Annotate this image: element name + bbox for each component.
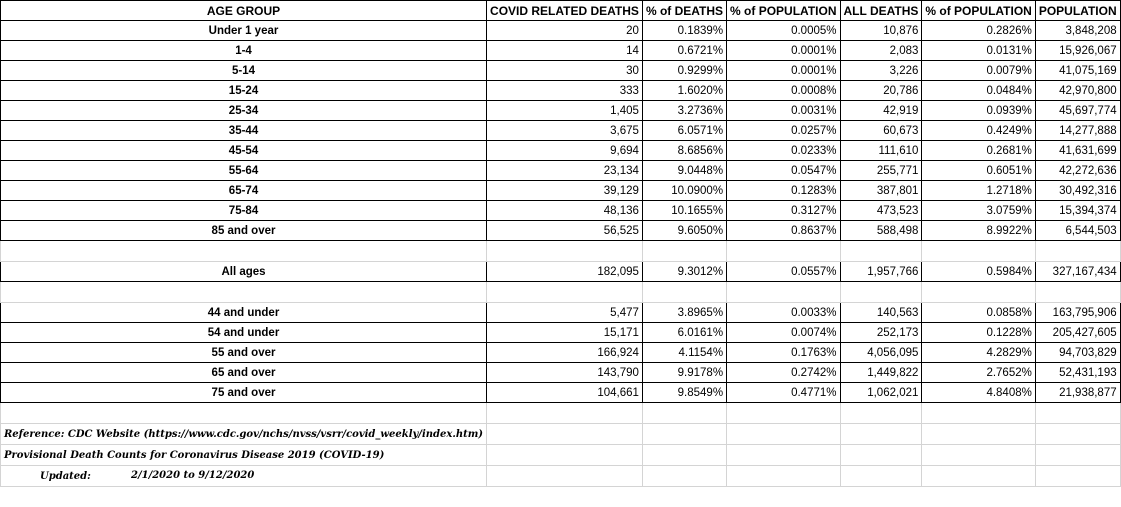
pct-deaths-cell[interactable]: 0.9299% [642,61,726,81]
population-cell[interactable]: 14,277,888 [1035,121,1120,141]
pct-deaths-cell[interactable]: 0.1839% [642,21,726,41]
pct-population-cell[interactable]: 0.4771% [727,383,840,403]
age-group-cell[interactable]: 85 and over [1,221,487,241]
empty-cell[interactable] [922,403,1035,424]
empty-cell[interactable] [1035,445,1120,466]
all-deaths-cell[interactable]: 111,610 [840,141,922,161]
header-all-deaths[interactable]: ALL DEATHS [840,1,922,21]
population-cell[interactable]: 42,272,636 [1035,161,1120,181]
table-row [1,343,1121,363]
covid-deaths-cell[interactable]: 23,134 [487,161,643,181]
pct-population-cell[interactable]: 0.1283% [727,181,840,201]
population-cell[interactable]: 15,394,374 [1035,201,1120,221]
age-group-cell[interactable]: 5-14 [1,61,487,81]
pct-population-cell[interactable]: 0.0008% [727,81,840,101]
covid-deaths-cell[interactable]: 333 [487,81,643,101]
covid-deaths-cell[interactable]: 48,136 [487,201,643,221]
pct-deaths-cell[interactable]: 9.0448% [642,161,726,181]
pct-population-all-cell[interactable]: 0.0858% [922,303,1035,323]
population-cell[interactable]: 15,926,067 [1035,41,1120,61]
pct-deaths-cell[interactable]: 9.9178% [642,363,726,383]
empty-cell[interactable] [840,282,922,303]
blank-row-notes [1,403,1121,424]
empty-cell[interactable] [642,282,726,303]
table-row [1,201,1121,221]
all-deaths-cell[interactable]: 10,876 [840,21,922,41]
pct-population-all-cell[interactable]: 2.7652% [922,363,1035,383]
population-cell[interactable]: 45,697,774 [1035,101,1120,121]
population-cell[interactable]: 52,431,193 [1035,363,1120,383]
pct-deaths-cell[interactable]: 6.0161% [642,323,726,343]
pct-population-all-cell[interactable]: 0.0939% [922,101,1035,121]
population-cell[interactable]: 163,795,906 [1035,303,1120,323]
all-deaths-cell[interactable]: 1,449,822 [840,363,922,383]
population-cell[interactable]: 42,970,800 [1035,81,1120,101]
empty-cell[interactable] [642,241,726,262]
pct-deaths-cell[interactable]: 0.6721% [642,41,726,61]
covid-deaths-cell[interactable]: 39,129 [487,181,643,201]
all-deaths-cell[interactable]: 387,801 [840,181,922,201]
covid-deaths-cell[interactable]: 143,790 [487,363,643,383]
empty-cell[interactable] [922,424,1035,445]
updated-note [1,466,1121,487]
pct-population-all-cell[interactable]: 4.8408% [922,383,1035,403]
pct-population-cell[interactable]: 0.0257% [727,121,840,141]
empty-cell[interactable] [1035,466,1120,487]
covid-deaths-cell[interactable]: 104,661 [487,383,643,403]
pct-deaths-cell[interactable]: 4.1154% [642,343,726,363]
table-row [1,21,1121,41]
header-covid-deaths[interactable]: COVID RELATED DEATHS [487,1,643,21]
age-group-cell[interactable]: 15-24 [1,81,487,101]
all-deaths-cell[interactable]: 3,226 [840,61,922,81]
population-cell[interactable]: 21,938,877 [1035,383,1120,403]
empty-cell[interactable] [487,282,643,303]
population-cell[interactable]: 3,848,208 [1035,21,1120,41]
table-row [1,101,1121,121]
empty-cell[interactable] [840,403,922,424]
table-body [1,1,1121,487]
all-deaths-cell[interactable]: 60,673 [840,121,922,141]
empty-cell[interactable] [1,241,487,262]
empty-cell[interactable] [840,466,922,487]
pct-population-cell[interactable]: 0.0547% [727,161,840,181]
pct-deaths-cell[interactable]: 10.1655% [642,201,726,221]
pct-population-cell[interactable]: 0.0001% [727,61,840,81]
pct-population-all-cell[interactable]: 0.2681% [922,141,1035,161]
empty-cell[interactable] [1035,424,1120,445]
population-cell[interactable]: 327,167,434 [1035,262,1120,282]
empty-cell[interactable] [487,403,643,424]
all-deaths-cell[interactable]: 1,957,766 [840,262,922,282]
age-group-cell[interactable]: 75-84 [1,201,487,221]
age-group-cell[interactable]: Under 1 year [1,21,487,41]
pct-population-cell[interactable]: 0.2742% [727,363,840,383]
covid-deaths-cell[interactable]: 166,924 [487,343,643,363]
population-cell[interactable]: 41,075,169 [1035,61,1120,81]
age-group-cell[interactable]: 45-54 [1,141,487,161]
pct-population-all-cell[interactable]: 0.0079% [922,61,1035,81]
pct-deaths-cell[interactable]: 9.8549% [642,383,726,403]
pct-population-all-cell[interactable]: 0.4249% [922,121,1035,141]
provisional-title-text: Provisional Death Counts for Coronavirus Disease 2019 (COVID-19) [4,450,385,461]
empty-cell[interactable] [487,445,643,466]
all-deaths-cell[interactable]: 20,786 [840,81,922,101]
age-group-cell[interactable]: 44 and under [1,303,487,323]
table-row [1,363,1121,383]
pct-deaths-cell[interactable]: 3.2736% [642,101,726,121]
pct-deaths-cell[interactable]: 10.0900% [642,181,726,201]
table-row [1,221,1121,241]
empty-cell[interactable] [487,466,643,487]
empty-cell[interactable] [922,282,1035,303]
pct-deaths-cell[interactable]: 3.8965% [642,303,726,323]
header-row [1,1,1121,21]
covid-deaths-cell[interactable]: 3,675 [487,121,643,141]
table-row [1,81,1121,101]
population-cell[interactable]: 94,703,829 [1035,343,1120,363]
empty-cell[interactable] [727,403,840,424]
title-note [1,445,1121,466]
age-group-cell[interactable]: 25-34 [1,101,487,121]
empty-cell[interactable] [642,445,726,466]
pct-population-all-cell[interactable]: 0.5984% [922,262,1035,282]
empty-cell[interactable] [1035,241,1120,262]
empty-cell[interactable] [642,403,726,424]
population-cell[interactable]: 30,492,316 [1035,181,1120,201]
age-group-cell[interactable]: 35-44 [1,121,487,141]
pct-population-all-cell[interactable]: 0.0131% [922,41,1035,61]
table-row [1,41,1121,61]
empty-cell[interactable] [1035,282,1120,303]
updated-range: 2/1/2020 to 9/12/2020 [131,470,255,481]
reference-note [1,424,1121,445]
all-deaths-cell[interactable]: 255,771 [840,161,922,181]
empty-cell[interactable] [487,424,643,445]
all-deaths-cell[interactable]: 252,173 [840,323,922,343]
all-deaths-cell[interactable]: 473,523 [840,201,922,221]
pct-deaths-cell[interactable]: 9.6050% [642,221,726,241]
covid-deaths-cell[interactable]: 1,405 [487,101,643,121]
age-group-cell[interactable]: 65 and over [1,363,487,383]
pct-population-cell[interactable]: 0.0074% [727,323,840,343]
header-age-group[interactable]: AGE GROUP [1,1,487,21]
pct-population-all-cell[interactable]: 4.2829% [922,343,1035,363]
covid-deaths-cell[interactable]: 15,171 [487,323,643,343]
pct-population-all-cell[interactable]: 3.0759% [922,201,1035,221]
all-deaths-cell[interactable]: 2,083 [840,41,922,61]
empty-cell[interactable] [727,424,840,445]
reference-note-cell[interactable] [1,424,487,445]
table-row [1,383,1121,403]
header-pct-deaths[interactable]: % of DEATHS [642,1,726,21]
empty-cell[interactable] [642,466,726,487]
table-row [1,141,1121,161]
pct-population-cell[interactable]: 0.3127% [727,201,840,221]
all-deaths-cell[interactable]: 140,563 [840,303,922,323]
header-pct-population-all[interactable]: % of POPULATION [922,1,1035,21]
covid-deaths-cell[interactable]: 182,095 [487,262,643,282]
covid-deaths-cell[interactable]: 9,694 [487,141,643,161]
table-row [1,181,1121,201]
population-cell[interactable]: 6,544,503 [1035,221,1120,241]
pct-population-all-cell[interactable]: 0.6051% [922,161,1035,181]
table-row [1,262,1121,282]
table-row [1,323,1121,343]
empty-cell[interactable] [840,241,922,262]
title-note-cell[interactable] [1,445,487,466]
all-deaths-cell[interactable]: 42,919 [840,101,922,121]
pct-population-cell[interactable]: 0.0031% [727,101,840,121]
reference-text: Reference: CDC Website (https://www.cdc.gov/nchs/nvss/vsrr/covid_weekly/index.htm) [4,429,484,440]
header-pct-population[interactable]: % of POPULATION [727,1,840,21]
pct-population-all-cell[interactable]: 0.2826% [922,21,1035,41]
pct-population-all-cell[interactable]: 0.0484% [922,81,1035,101]
blank-row [1,282,1121,303]
pct-population-cell[interactable]: 0.8637% [727,221,840,241]
empty-cell[interactable] [642,424,726,445]
empty-cell[interactable] [922,466,1035,487]
age-group-cell[interactable]: 55-64 [1,161,487,181]
pct-deaths-cell[interactable]: 6.0571% [642,121,726,141]
empty-cell[interactable] [922,445,1035,466]
pct-population-cell[interactable]: 0.1763% [727,343,840,363]
empty-cell[interactable] [727,445,840,466]
pct-population-all-cell[interactable]: 8.9922% [922,221,1035,241]
pct-population-all-cell[interactable]: 1.2718% [922,181,1035,201]
all-deaths-cell[interactable]: 1,062,021 [840,383,922,403]
empty-cell[interactable] [922,241,1035,262]
population-cell[interactable]: 41,631,699 [1035,141,1120,161]
table-row [1,303,1121,323]
covid-deaths-cell[interactable]: 20 [487,21,643,41]
empty-cell[interactable] [1,403,487,424]
pct-population-cell[interactable]: 0.0033% [727,303,840,323]
pct-population-cell[interactable]: 0.0233% [727,141,840,161]
header-population[interactable]: POPULATION [1035,1,1120,21]
empty-cell[interactable] [1,282,487,303]
table-row [1,61,1121,81]
pct-deaths-cell[interactable]: 8.6856% [642,141,726,161]
covid-deaths-cell[interactable]: 56,525 [487,221,643,241]
all-deaths-cell[interactable]: 588,498 [840,221,922,241]
age-group-cell[interactable]: 54 and under [1,323,487,343]
pct-deaths-cell[interactable]: 1.6020% [642,81,726,101]
empty-cell[interactable] [727,466,840,487]
empty-cell[interactable] [840,445,922,466]
table-row [1,161,1121,181]
population-cell[interactable]: 205,427,605 [1035,323,1120,343]
pct-population-cell[interactable]: 0.0557% [727,262,840,282]
age-group-cell[interactable]: 75 and over [1,383,487,403]
pct-population-cell[interactable]: 0.0001% [727,41,840,61]
age-group-cell[interactable]: All ages [1,262,487,282]
age-group-cell[interactable]: 1-4 [1,41,487,61]
covid-deaths-cell[interactable]: 30 [487,61,643,81]
table-row [1,121,1121,141]
empty-cell[interactable] [1035,403,1120,424]
empty-cell[interactable] [487,241,643,262]
pct-population-cell[interactable]: 0.0005% [727,21,840,41]
updated-label: Updated: [40,471,91,482]
empty-cell[interactable] [727,282,840,303]
empty-cell[interactable] [840,424,922,445]
empty-cell[interactable] [727,241,840,262]
blank-row [1,241,1121,262]
covid-deaths-cell[interactable]: 14 [487,41,643,61]
age-group-cell[interactable]: 65-74 [1,181,487,201]
updated-note-cell[interactable] [1,466,487,487]
age-group-cell[interactable]: 55 and over [1,343,487,363]
all-deaths-cell[interactable]: 4,056,095 [840,343,922,363]
pct-population-all-cell[interactable]: 0.1228% [922,323,1035,343]
covid-deaths-cell[interactable]: 5,477 [487,303,643,323]
pct-deaths-cell[interactable]: 9.3012% [642,262,726,282]
